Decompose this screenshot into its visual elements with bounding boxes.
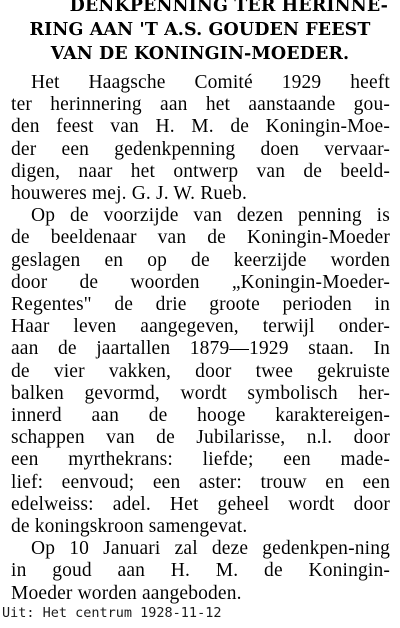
text-line: Haar leven aangegeven, terwijl onder- [11, 316, 390, 338]
text-line: den feest van H. M. de Koningin-Moe- [11, 116, 390, 138]
text-line: balken gevormd, wordt symbolisch her- [11, 382, 390, 404]
text-line: geslagen en op de keerzijde worden [11, 249, 390, 271]
text-line: in goud aan H. M. de Koningin- [11, 560, 390, 582]
text-line: schappen van de Jubilarisse, n.l. door [11, 427, 390, 449]
text-line: lief: eenvoud; een aster: trouw en een [11, 471, 390, 493]
text-line: Op de voorzijde van dezen penning is [31, 205, 390, 227]
text-line: houweres mej. G. J. W. Rueb. [11, 183, 248, 205]
text-line: de vier vakken, door twee gekruiste [11, 360, 390, 382]
article-paragraph [11, 205, 390, 538]
text-line: Moeder worden aangeboden. [11, 582, 242, 604]
text-line: de koningskroon samengevat. [11, 516, 248, 538]
article-headline [0, 0, 400, 66]
text-line: door de woorden „Koningin-Moeder- [11, 271, 390, 293]
text-line: der een gedenkpenning doen vervaar- [11, 138, 390, 160]
text-line: Regentes" de drie groote perioden in [11, 294, 390, 316]
text-line: de beeldenaar van de Koningin-Moeder [11, 227, 390, 249]
source-caption: Uit: Het centrum 1928-11-12 [2, 605, 222, 621]
text-line: edelweiss: adel. Het geheel wordt door [11, 493, 390, 515]
text-line: digen, naar het ontwerp van de beeld- [11, 160, 390, 182]
article-paragraph [11, 72, 390, 205]
headline-line: RING AAN 'T A.S. GOUDEN FEEST [29, 20, 371, 40]
headline-line: VAN DE KONINGIN-MOEDER. [50, 44, 350, 64]
text-line: ter herinnering aan het aanstaande gou- [11, 94, 390, 116]
headline-line: DENKPENNING TER HERINNE- [69, 0, 388, 16]
text-line: Het Haagsche Comité 1929 heeft [31, 72, 390, 93]
article-body [0, 66, 400, 605]
text-line: aan de jaartallen 1879—1929 staan. In [11, 338, 390, 360]
text-line: een myrthekrans: liefde; een made- [11, 449, 390, 471]
text-line: innerd aan de hooge karaktereigen- [11, 405, 390, 427]
text-line: Op 10 Januari zal deze gedenkpen-ning [31, 538, 390, 560]
article-paragraph [11, 538, 390, 605]
